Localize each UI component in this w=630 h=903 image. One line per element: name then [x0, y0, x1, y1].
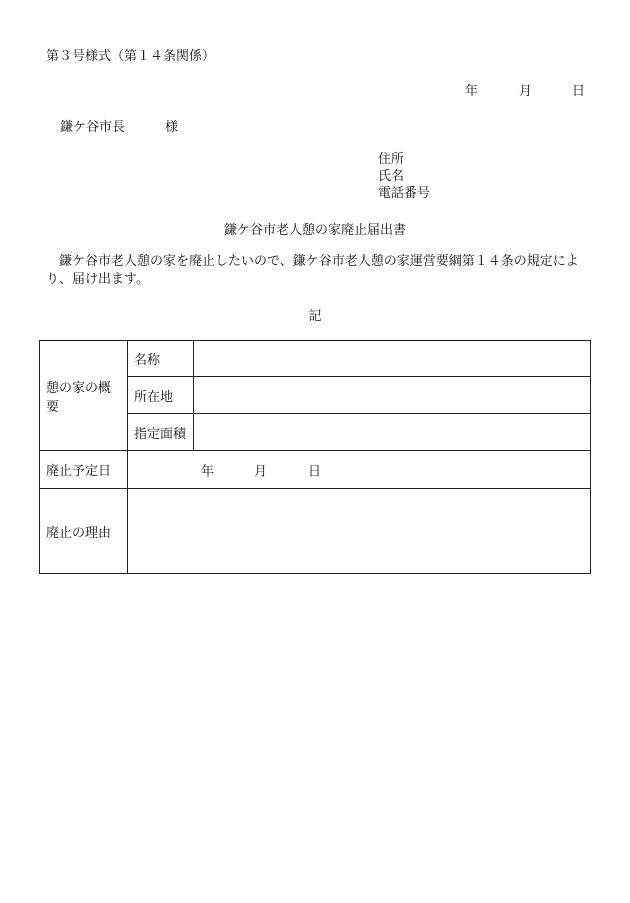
submission-date	[0, 80, 630, 98]
name-label: 氏名	[378, 169, 405, 184]
facility-name-field[interactable]	[194, 341, 591, 377]
overview-label: 憩の家の概要	[40, 341, 128, 451]
date-day-label: 日	[572, 84, 586, 99]
reason-field[interactable]	[128, 489, 591, 574]
table-row	[40, 489, 591, 574]
phone-label: 電話番号	[378, 186, 431, 201]
planned-month-label: 月	[254, 464, 268, 479]
location-label: 所在地	[128, 377, 194, 414]
addressee-name: 鎌ケ谷市長	[60, 120, 126, 135]
planned-date-field[interactable]	[128, 451, 591, 489]
applicant-info	[378, 151, 430, 202]
reason-label: 廃止の理由	[40, 489, 128, 574]
form-table	[39, 340, 591, 574]
planned-year-label: 年	[201, 464, 215, 479]
location-field[interactable]	[194, 377, 591, 414]
area-field[interactable]	[194, 414, 591, 451]
addressee-honorific: 様	[165, 120, 179, 135]
form-number: 第３号様式（第１４条関係）	[46, 49, 216, 64]
body-text: 鎌ケ谷市老人憩の家を廃止したいので、鎌ケ谷市老人憩の家運営要綱第１４条の規定により、届け出ます。	[46, 254, 579, 287]
facility-name-label: 名称	[128, 341, 194, 377]
ki-marker: 記	[308, 309, 322, 324]
table-row	[40, 341, 591, 377]
document-title: 鎌ケ谷市老人憩の家廃止届出書	[223, 223, 406, 238]
addressee	[60, 116, 178, 135]
address-label: 住所	[378, 152, 405, 167]
table-row	[40, 451, 591, 489]
planned-date-label: 廃止予定日	[40, 451, 128, 489]
area-label: 指定面積	[128, 414, 194, 451]
date-year-label: 年	[465, 84, 479, 99]
date-month-label: 月	[519, 84, 533, 99]
planned-day-label: 日	[308, 464, 322, 479]
